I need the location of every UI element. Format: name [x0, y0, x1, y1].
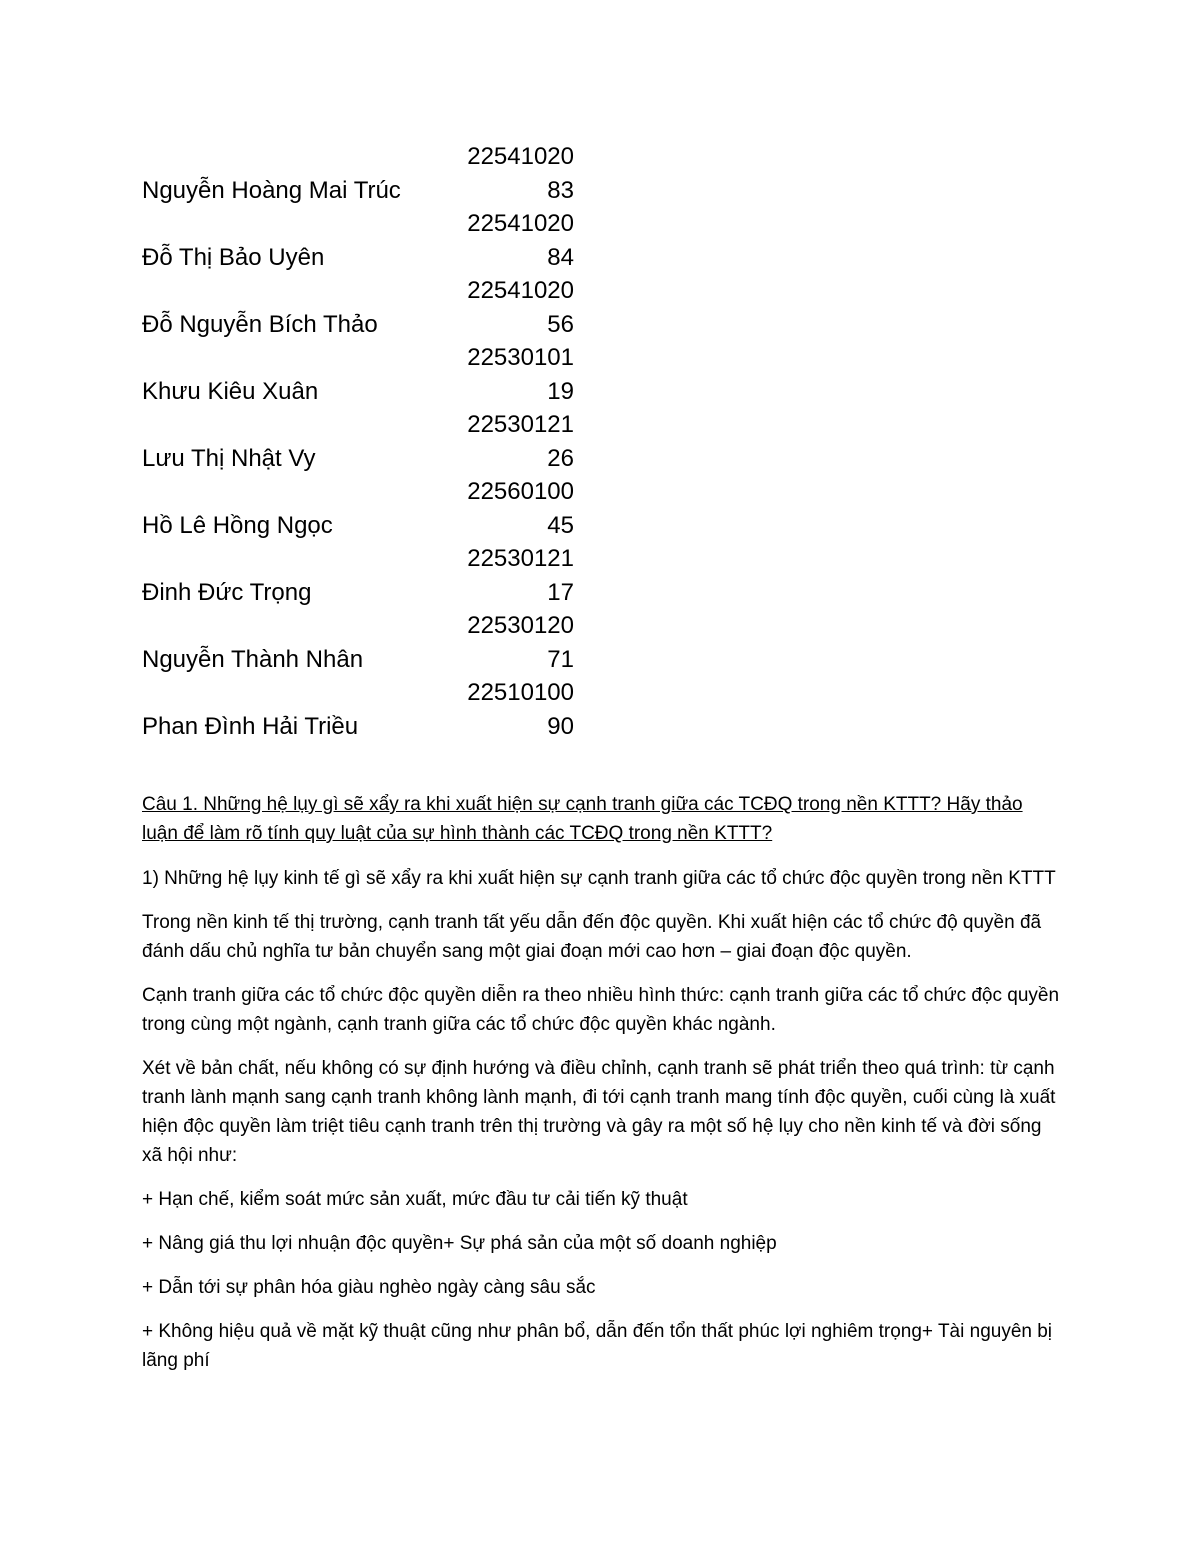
student-name: Đỗ Thị Bảo Uyên — [142, 244, 325, 271]
student-row — [142, 609, 582, 676]
student-name: Nguyễn Hoàng Mai Trúc — [142, 177, 401, 204]
student-name: Đỗ Nguyễn Bích Thảo — [142, 311, 378, 338]
student-id-part1: 22541020 — [467, 277, 574, 304]
student-id-part2: 19 — [547, 378, 574, 405]
student-id-part2: 45 — [547, 512, 574, 539]
student-row — [142, 676, 582, 743]
student-id-part1: 22530121 — [467, 545, 574, 572]
student-id-part1: 22530120 — [467, 612, 574, 639]
student-id-part1: 22541020 — [467, 143, 574, 170]
student-row — [142, 207, 582, 274]
paragraph: Trong nền kinh tế thị trường, cạnh tranh tất yếu dẫn đến độc quyền. Khi xuất hiện các tổ chức độ quyền đã đánh dấu chủ nghĩa tư bản chuyển sang một giai đoạn mới cao hơn – giai đoạn độc quyền. — [142, 912, 1042, 962]
bullet-item: + Nâng giá thu lợi nhuận độc quyền+ Sự phá sản của một số doanh nghiệp — [142, 1233, 777, 1254]
student-row — [142, 542, 582, 609]
student-id-part1: 22541020 — [467, 210, 574, 237]
student-id-part1: 22530101 — [467, 344, 574, 371]
student-row — [142, 475, 582, 542]
question-heading: Câu 1. Những hệ lụy gì sẽ xẩy ra khi xuất hiện sự cạnh tranh giữa các TCĐQ trong nền KTTT? Hãy thảo luận để làm rõ tính quy luật của sự hình thành các TCĐQ trong nền KTTT? — [142, 794, 1023, 844]
student-id-part2: 71 — [547, 646, 574, 673]
bullet-item: + Dẫn tới sự phân hóa giàu nghèo ngày càng sâu sắc — [142, 1277, 596, 1298]
student-id-part2: 84 — [547, 244, 574, 271]
student-id-part2: 83 — [547, 177, 574, 204]
student-id-part2: 26 — [547, 445, 574, 472]
paragraph: 1) Những hệ lụy kinh tế gì sẽ xẩy ra khi xuất hiện sự cạnh tranh giữa các tổ chức độc quyền trong nền KTTT — [142, 868, 1056, 889]
student-id-part2: 56 — [547, 311, 574, 338]
bullet-item: + Không hiệu quả về mặt kỹ thuật cũng như phân bổ, dẫn đến tổn thất phúc lợi nghiêm trọng+ Tài nguyên bị lãng phí — [142, 1321, 1053, 1371]
student-list — [142, 140, 582, 743]
student-row — [142, 140, 582, 207]
student-id-part1: 22510100 — [467, 679, 574, 706]
paragraph: Xét về bản chất, nếu không có sự định hướng và điều chỉnh, cạnh tranh sẽ phát triển theo quá trình: từ cạnh tranh lành mạnh sang cạnh tranh không lành mạnh, đi tới cạnh tranh mang tính độc quyền, cuối cùng là xuất hiện độc quyền làm triệt tiêu cạnh tranh trên thị trường và gây ra một số hệ lụy cho nền kinh tế và đời sống xã hội như: — [142, 1058, 1056, 1166]
bullet-item: + Hạn chế, kiểm soát mức sản xuất, mức đầu tư cải tiến kỹ thuật — [142, 1189, 688, 1210]
student-id-part2: 17 — [547, 579, 574, 606]
student-id-part2: 90 — [547, 713, 574, 740]
student-row — [142, 274, 582, 341]
document-body — [142, 790, 1062, 1390]
student-row — [142, 408, 582, 475]
student-name: Khưu Kiêu Xuân — [142, 378, 319, 405]
paragraph: Cạnh tranh giữa các tổ chức độc quyền diễn ra theo nhiều hình thức: cạnh tranh giữa các tổ chức độc quyền trong cùng một ngành, cạnh tranh giữa các tổ chức độc quyền khác ngành. — [142, 985, 1060, 1035]
student-name: Đinh Đức Trọng — [142, 579, 312, 606]
student-id-part1: 22560100 — [467, 478, 574, 505]
student-row — [142, 341, 582, 408]
student-id-part1: 22530121 — [467, 411, 574, 438]
student-name: Lưu Thị Nhật Vy — [142, 445, 316, 472]
student-name: Nguyễn Thành Nhân — [142, 646, 364, 673]
student-name: Phan Đình Hải Triều — [142, 713, 359, 740]
student-name: Hồ Lê Hồng Ngọc — [142, 512, 333, 539]
